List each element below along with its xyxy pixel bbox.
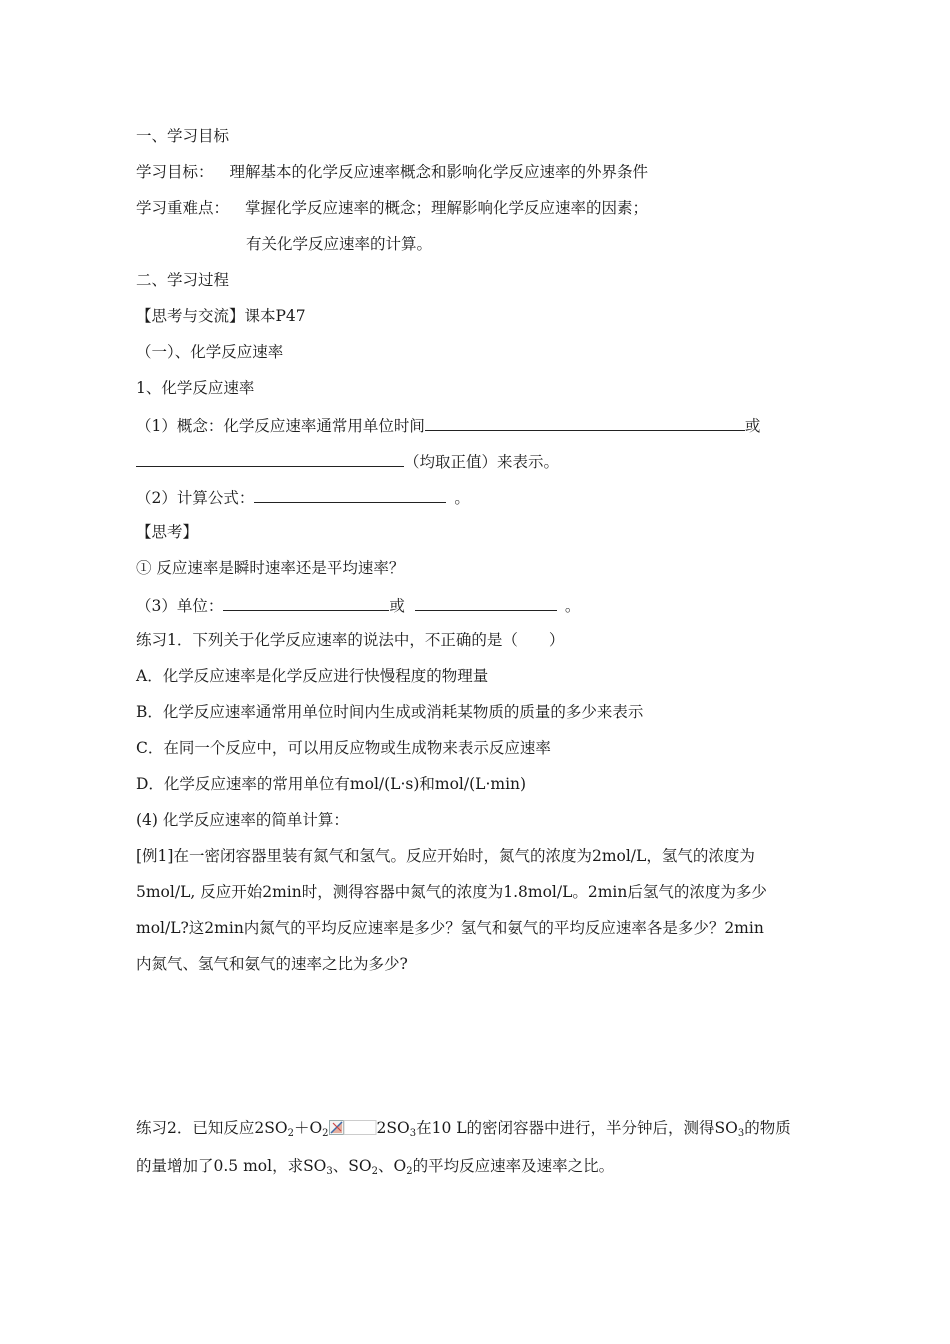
formula-end: 。 (454, 489, 470, 507)
section-2-title: 二、学习过程 (136, 271, 230, 289)
example-line-3: mol/L?这2min内氮气的平均反应速率是多少？氢气和氨气的平均反应速率各是多少？2min (136, 919, 764, 937)
think-exchange-heading: 【思考与交流】课本P47 (136, 307, 306, 325)
concept-blank-2[interactable] (136, 450, 404, 467)
item-1-title: 1、化学反应速率 (136, 379, 255, 397)
ex2-l2-text-c: 、O (377, 1157, 407, 1175)
think-heading: 【思考】 (136, 523, 199, 541)
unit-end: 。 (564, 597, 581, 615)
subscript: 3 (326, 1166, 333, 1177)
ex2-text-d: 在10 L的密闭容器中进行，半分钟后，测得SO (416, 1119, 738, 1137)
equilibrium-arrow-image (329, 1120, 377, 1135)
formula-line (136, 486, 470, 508)
goal-line (136, 162, 648, 182)
unit-blank-1[interactable] (223, 594, 389, 611)
ex2-l2-text-d: 的平均反应速率及速率之比。 (412, 1157, 615, 1175)
key-text-2: 有关化学反应速率的计算。 (246, 235, 433, 253)
concept-label: （1）概念：化学反应速率通常用单位时间 (136, 417, 425, 435)
calc-title: (4) 化学反应速率的简单计算： (136, 811, 349, 829)
section-1-title: 一、学习目标 (136, 127, 230, 145)
subscript: 3 (737, 1128, 745, 1139)
exercise-1-option-d: D．化学反应速率的常用单位有mol/(L·s)和mol/(L·min) (136, 775, 527, 793)
example-line-1: [例1]在一密闭容器里装有氮气和氢气。反应开始时，氮气的浓度为2mol/L，氢气的浓度为 (136, 847, 755, 865)
unit-label: （3）单位： (136, 597, 224, 615)
example-line-4: 内氮气、氢气和氨气的速率之比为多少? (136, 955, 408, 973)
formula-label: （2）计算公式： (136, 489, 255, 507)
concept-line-2 (136, 450, 559, 472)
ex2-l2-text-a: 的量增加了0.5 mol，求SO (136, 1157, 327, 1175)
subscript: 2 (322, 1128, 329, 1139)
unit-blank-2[interactable] (415, 594, 557, 611)
concept-or: 或 (744, 417, 761, 435)
subscript: 2 (371, 1166, 378, 1177)
key-points-line (136, 198, 648, 218)
exercise-1-question: 练习1．下列关于化学反应速率的说法中，不正确的是（ ） (136, 631, 565, 649)
subsection-1-title: （一）、化学反应速率 (136, 343, 284, 361)
ex2-text-b: ＋O (293, 1119, 323, 1137)
exercise-2-line-2 (136, 1156, 614, 1182)
ex2-text-e: 的物质 (744, 1119, 791, 1137)
exercise-2-line-1 (136, 1118, 791, 1144)
exercise-1-option-c: C．在同一个反应中，可以用反应物或生成物来表示反应速率 (136, 739, 551, 757)
ex2-l2-text-b: 、SO (332, 1157, 372, 1175)
subscript: 2 (287, 1128, 294, 1139)
key-label: 学习重难点： (136, 199, 230, 217)
concept-blank-1[interactable] (425, 414, 745, 431)
example-line-2: 5mol/L, 反应开始2min时，测得容器中氮气的浓度为1.8mol/L。2min后氢气的浓度为多少 (136, 883, 767, 901)
concept-tail: （均取正值）来表示。 (404, 453, 560, 471)
goal-text: 理解基本的化学反应速率概念和影响化学反应速率的外界条件 (229, 163, 649, 181)
key-text-1: 掌握化学反应速率的概念；理解影响化学反应速率的因素； (245, 199, 649, 217)
exercise-1-option-b: B．化学反应速率通常用单位时间内生成或消耗某物质的质量的多少来表示 (136, 703, 644, 721)
unit-or: 或 (389, 597, 405, 615)
subscript: 3 (409, 1128, 417, 1139)
concept-line (136, 414, 760, 436)
formula-blank[interactable] (254, 486, 446, 503)
exercise-1-option-a: A．化学反应速率是化学反应进行快慢程度的物理量 (136, 667, 489, 685)
subscript: 2 (406, 1166, 413, 1177)
think-question-1: ① 反应速率是瞬时速率还是平均速率？ (136, 559, 405, 577)
ex2-text-c: 2SO (376, 1119, 410, 1137)
goal-label: 学习目标： (136, 163, 214, 181)
ex2-text-a: 练习2．已知反应2SO (136, 1119, 288, 1137)
unit-line (136, 594, 580, 616)
